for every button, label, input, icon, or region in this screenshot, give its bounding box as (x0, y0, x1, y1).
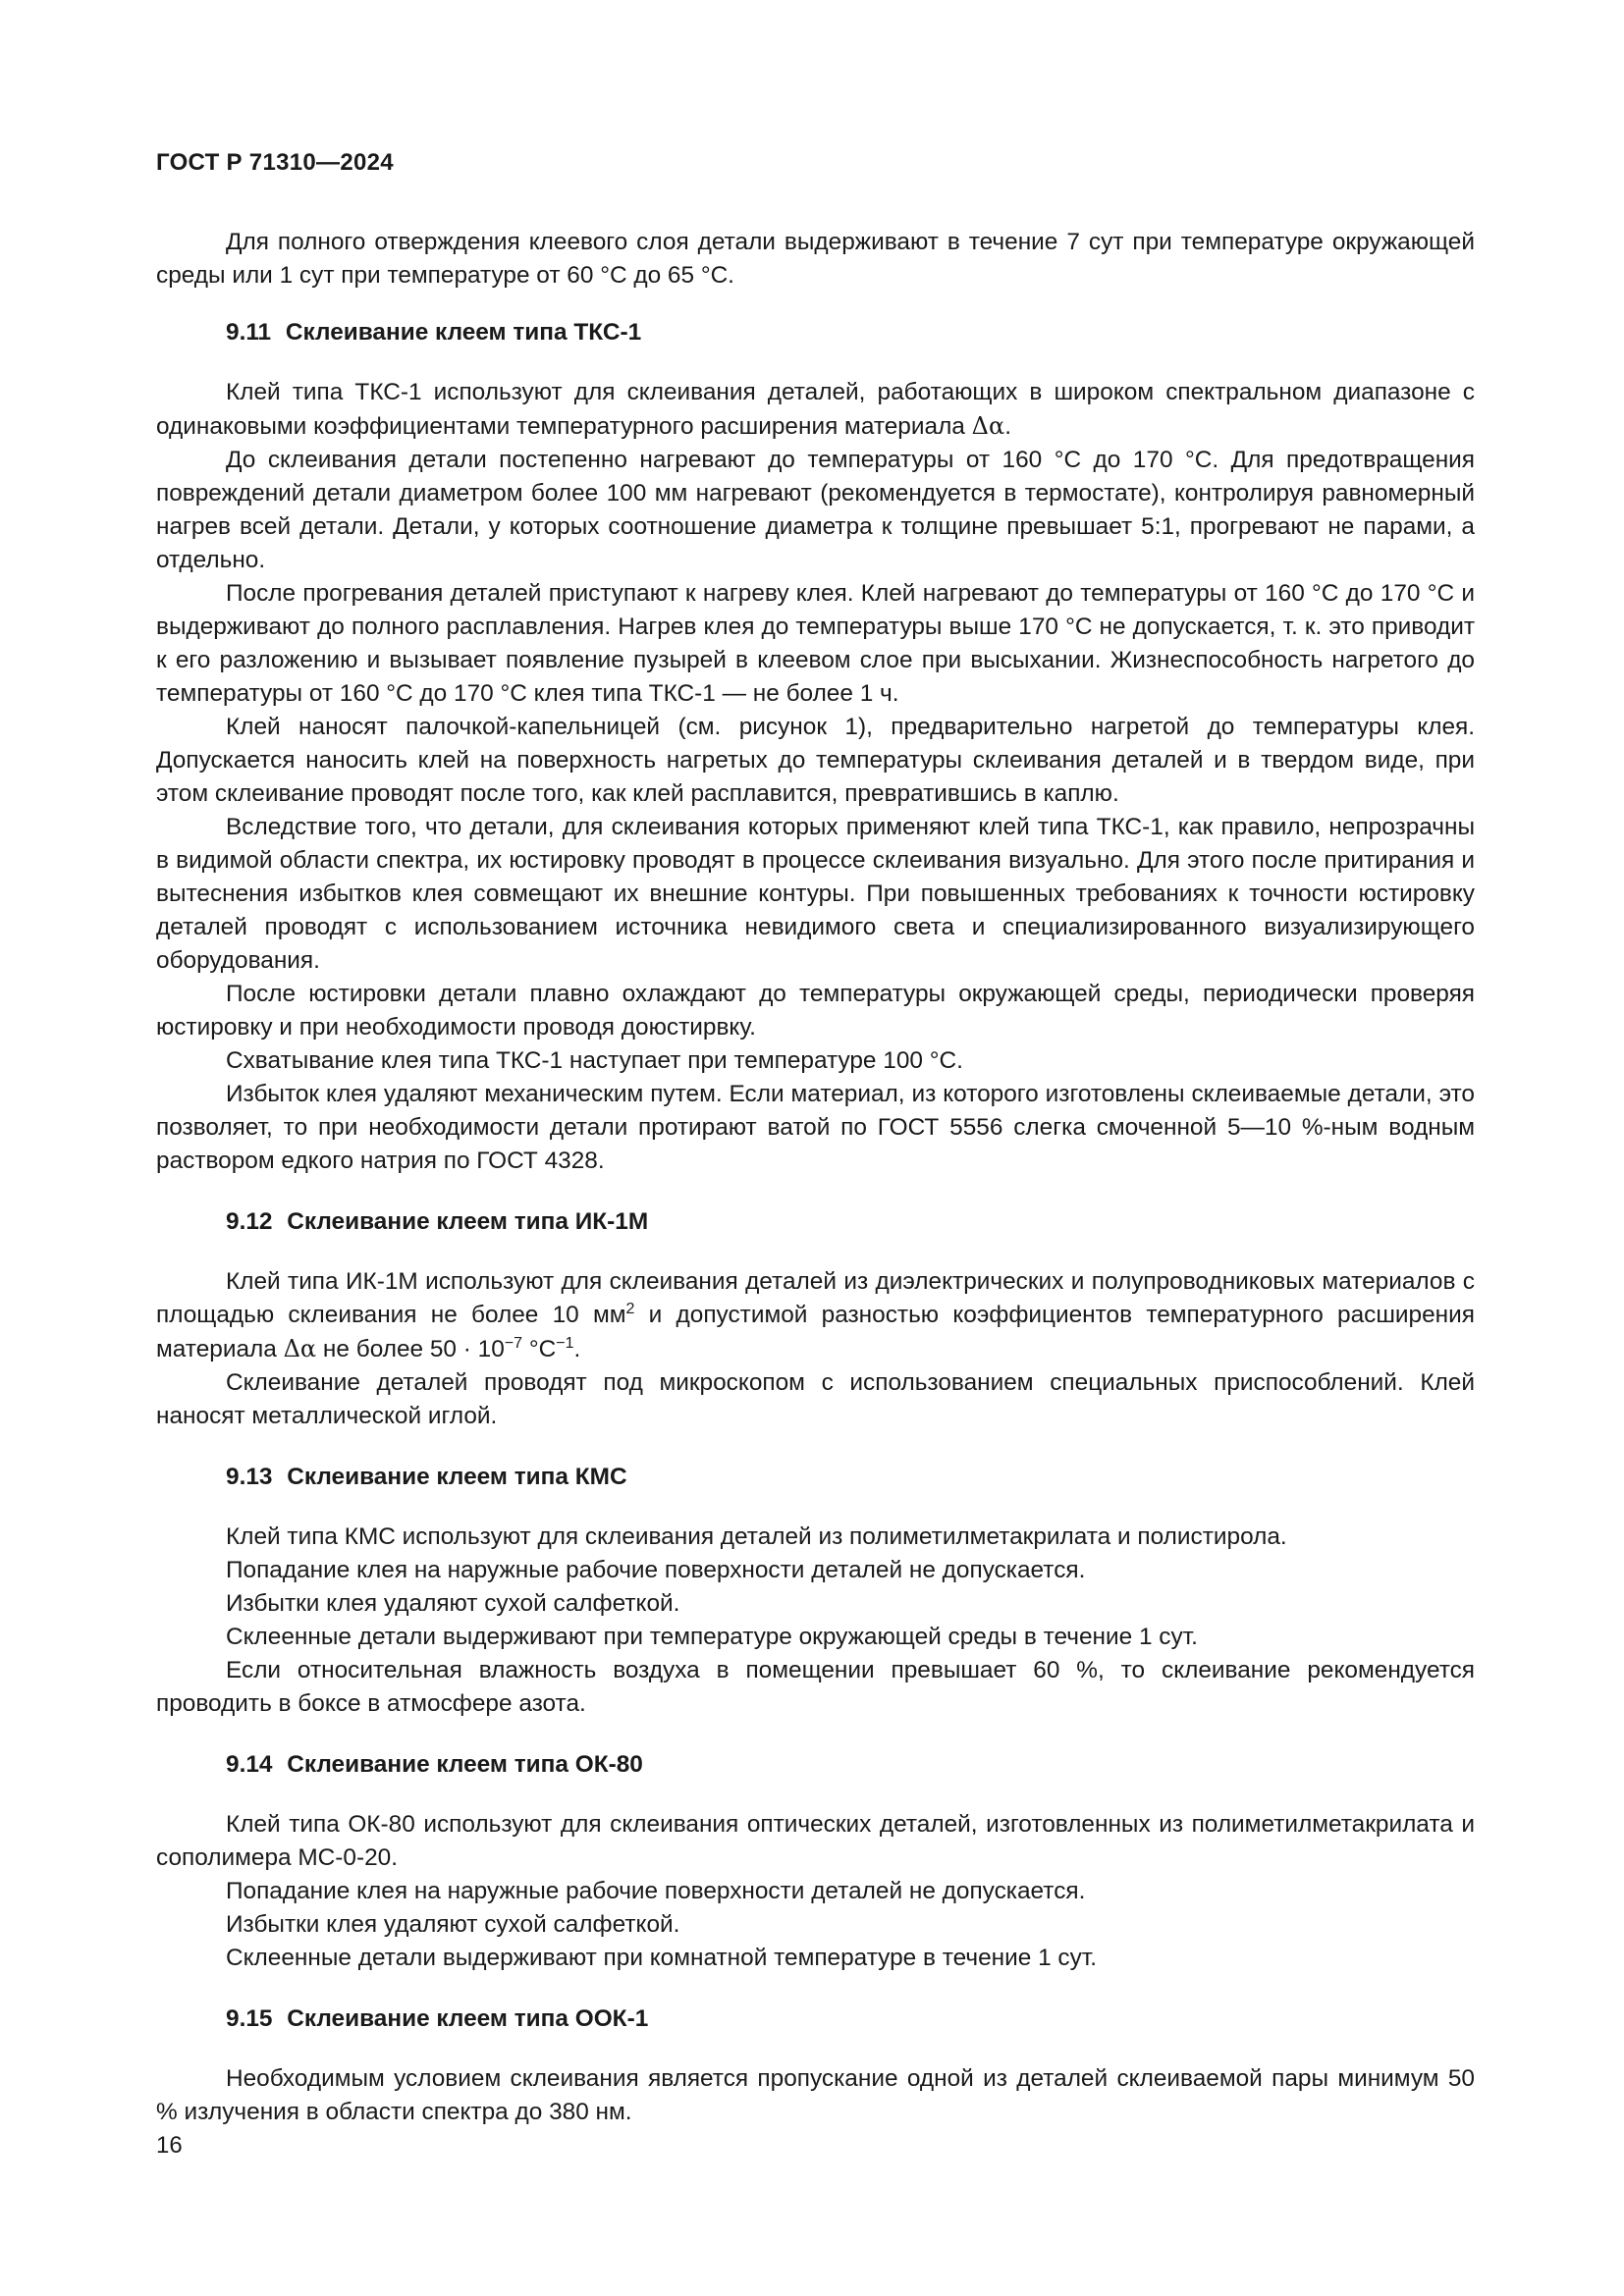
document-body (156, 226, 1475, 2129)
section-number: 9.11 (226, 319, 272, 346)
paragraph: После юстировки детали плавно охлаждают до температуры окружающей среды, периодически проверяя юстировку и при необходимости проводя доюстирвку. (156, 981, 1475, 1041)
section-heading-9-14 (226, 1748, 1475, 1782)
section-number: 9.15 (226, 2005, 273, 2032)
section-title: Склеивание клеем типа ООК-1 (287, 2005, 649, 2032)
page-number: 16 (156, 2132, 183, 2159)
paragraph: Схватывание клея типа ТКС-1 наступает при температуре 100 °С. (226, 1047, 963, 1074)
paragraph-text: °С (522, 1336, 557, 1362)
paragraph-text: не более 50 · 10 (316, 1336, 505, 1362)
superscript: −7 (504, 1335, 523, 1352)
paragraph-text: и допустимой разностью коэффициентов температурного расширения материала (156, 1302, 1475, 1362)
section-number: 9.12 (226, 1208, 273, 1235)
paragraph: Клей типа КМС используют для склеивания деталей из полиметилметакрилата и полистирола. (226, 1523, 1287, 1550)
paragraph: Избытки клея удаляют сухой салфеткой. (226, 1590, 680, 1617)
paragraph: Необходимым условием склеивания является пропускание одной из деталей склеиваемой пары минимум 50 % излучения в области спектра до 380 нм. (156, 2065, 1475, 2125)
paragraph: Если относительная влажность воздуха в помещении превышает 60 %, то склеивание рекомендуется проводить в боксе в атмосфере азота. (156, 1657, 1475, 1717)
superscript: −1 (556, 1335, 574, 1352)
delta-alpha-symbol: Δα (971, 412, 1005, 440)
paragraph: Вследствие того, что детали, для склеивания которых применяют клей типа ТКС-1, как правило, непрозрачны в видимой области спектра, их юстировку проводят в процессе склеивания визуально. Для этого после притирания и вытеснения избытков клея совмещают их внешние контуры. При повышенных требованиях к точности юстировку деталей проводят с использованием источника невидимого света и специализированного визуализирующего оборудования. (156, 814, 1475, 974)
paragraph: До склеивания детали постепенно нагревают до температуры от 160 °С до 170 °С. Для предотвращения повреждений детали диаметром более 100 мм нагревают (рекомендуется в термостате), контролируя равномерный нагрев всей детали. Детали, у которых соотношение диаметра к толщине превышает 5:1, прогревают не парами, а отдельно. (156, 447, 1475, 573)
section-heading-9-11 (226, 316, 1475, 349)
paragraph: Попадание клея на наружные рабочие поверхности деталей не допускается. (226, 1557, 1086, 1583)
section-title: Склеивание клеем типа КМС (287, 1464, 627, 1490)
section-title: Склеивание клеем типа ИК-1М (287, 1208, 649, 1235)
section-number: 9.14 (226, 1751, 273, 1778)
paragraph: Избыток клея удаляют механическим путем. Если материал, из которого изготовлены склеиваемые детали, это позволяет, то при необходимости детали протирают ватой по ГОСТ 5556 слегка смоченной 5—10 %-ным водным раствором едкого натрия по ГОСТ 4328. (156, 1081, 1475, 1174)
paragraph-text: . (573, 1336, 581, 1362)
section-number: 9.13 (226, 1464, 273, 1490)
paragraph-text: Клей типа ИК-1М используют для склеивания деталей из диэлектрических и полупроводниковых материалов с площадью склеивания не более 10 мм (156, 1268, 1475, 1328)
delta-alpha-symbol: Δα (283, 1335, 317, 1362)
section-heading-9-12 (226, 1205, 1475, 1239)
paragraph: Склеивание деталей проводят под микроскопом с использованием специальных приспособлений. Клей наносят металлической иглой. (156, 1369, 1475, 1429)
paragraph: Склеенные детали выдерживают при комнатной температуре в течение 1 сут. (226, 1945, 1098, 1971)
document-page (156, 0, 1475, 2296)
paragraph: Клей наносят палочкой-капельницей (см. рисунок 1), предварительно нагретой до температуры клея. Допускается наносить клей на поверхность нагретых до температуры склеивания деталей и в твердом виде, при этом склеивание проводят после того, как клей расплавится, превратившись в каплю. (156, 714, 1475, 807)
paragraph-text: Клей типа ТКС-1 используют для склеивания деталей, работающих в широком спектральном диапазоне с одинаковыми коэффициентами температурного расширения материала (156, 379, 1475, 440)
paragraph: Клей типа ОК-80 используют для склеивания оптических деталей, изготовленных из полиметилметакрилата и сополимера МС-0-20. (156, 1811, 1475, 1871)
paragraph-text: . (1004, 413, 1011, 440)
paragraph: После прогревания деталей приступают к нагреву клея. Клей нагревают до температуры от 160 °С до 170 °С и выдерживают до полного расплавления. Нагрев клея до температуры выше 170 °С не допускается, т. к. это приводит к его разложению и вызывает появление пузырей в клеевом слое при высыхании. Жизнеспособность нагретого до температуры от 160 °С до 170 °С клея типа ТКС-1 — не более 1 ч. (156, 580, 1475, 707)
section-heading-9-13 (226, 1461, 1475, 1494)
paragraph (156, 376, 1475, 444)
document-code-header: ГОСТ Р 71310—2024 (156, 149, 394, 176)
section-title: Склеивание клеем типа ОК-80 (287, 1751, 643, 1778)
superscript: 2 (625, 1301, 635, 1317)
intro-paragraph: Для полного отверждения клеевого слоя детали выдерживают в течение 7 сут при температуре окружающей среды или 1 сут при температуре от 60 °С до 65 °С. (156, 229, 1475, 289)
section-title: Склеивание клеем типа ТКС-1 (285, 319, 642, 346)
paragraph (156, 1265, 1475, 1366)
paragraph: Склеенные детали выдерживают при температуре окружающей среды в течение 1 сут. (226, 1624, 1198, 1650)
paragraph: Попадание клея на наружные рабочие поверхности деталей не допускается. (226, 1878, 1086, 1904)
paragraph: Избытки клея удаляют сухой салфеткой. (226, 1911, 680, 1938)
section-heading-9-15 (226, 2002, 1475, 2036)
